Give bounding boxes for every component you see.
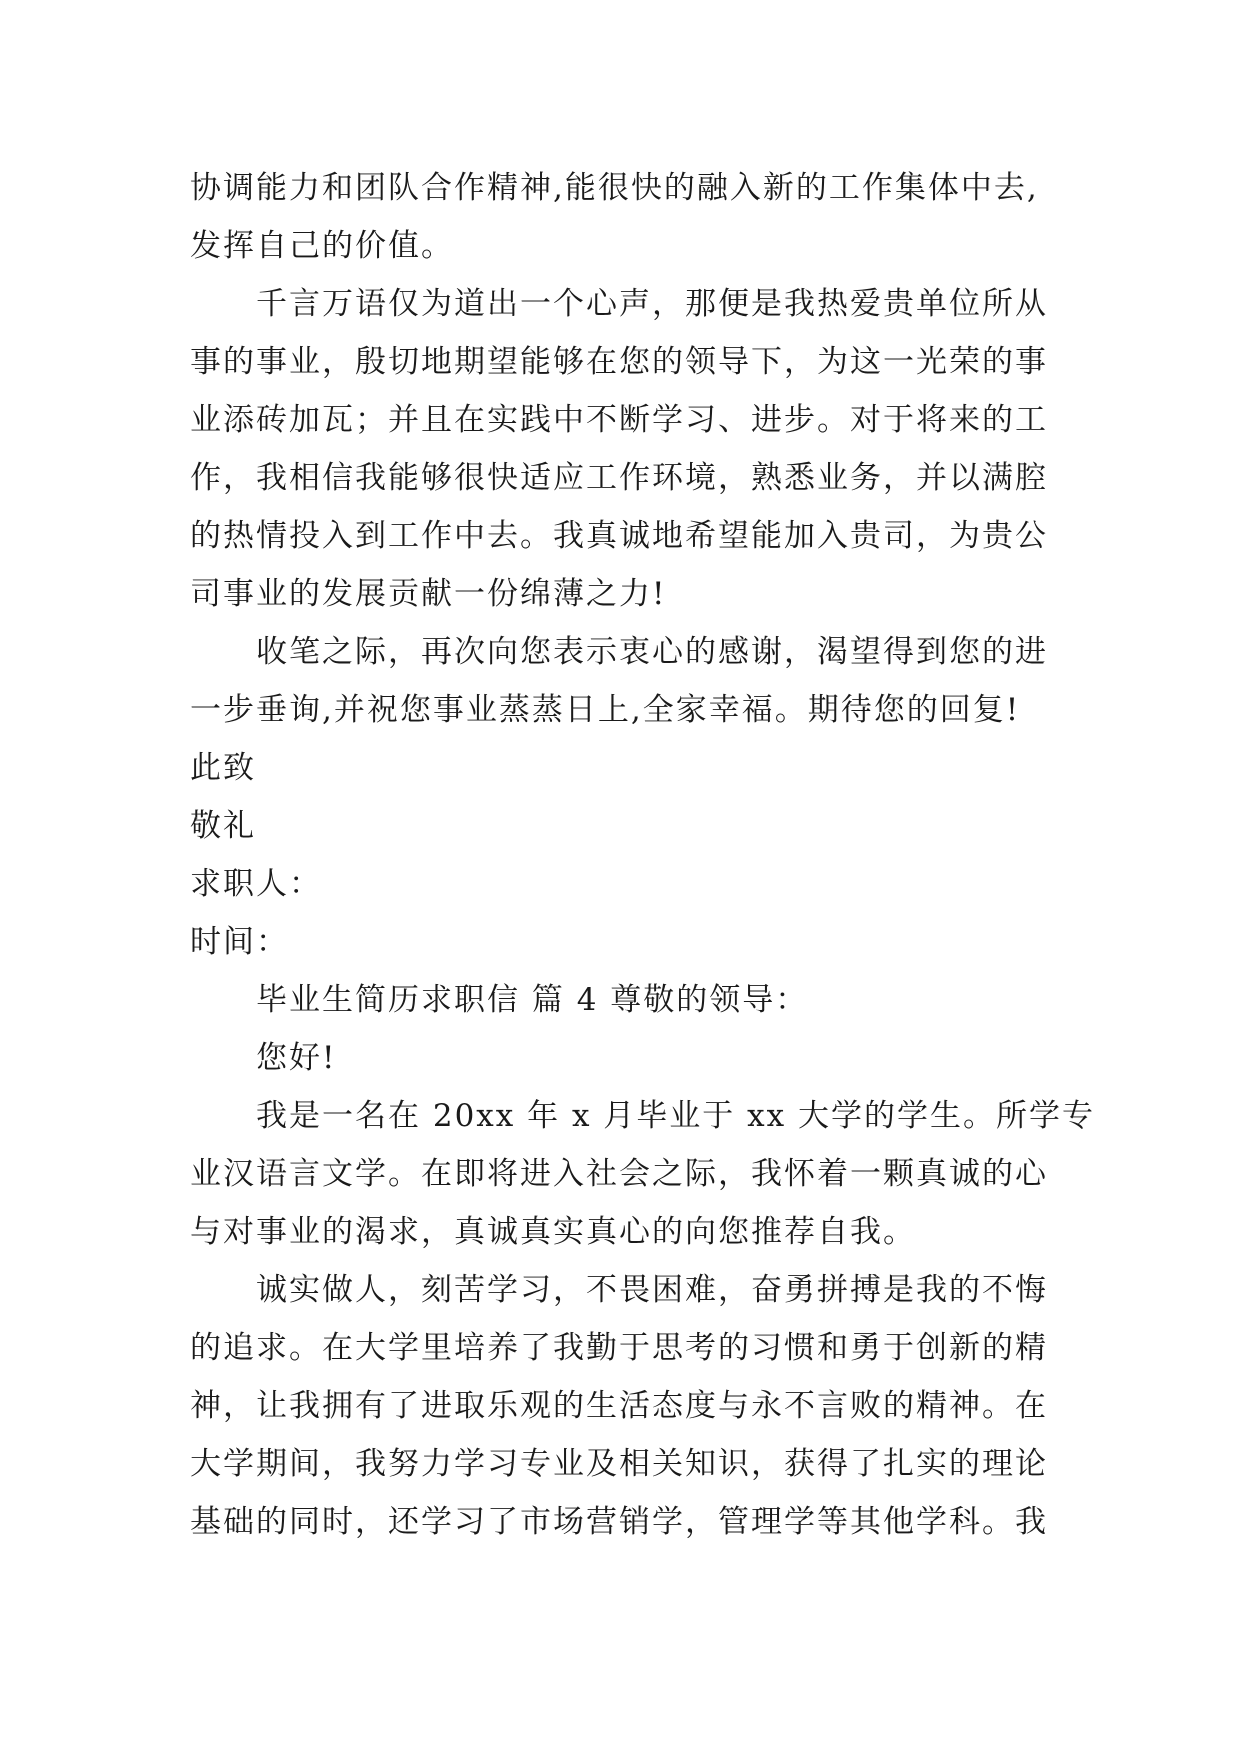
closing-salutation: 此致	[190, 750, 256, 786]
paragraph-start: 千言万语仅为道出一个心声，那便是我热爱贵单位所从	[256, 286, 1048, 322]
text-line: 业添砖加瓦；并且在实践中不断学习、进步。对于将来的工	[190, 402, 1048, 438]
text-line: 发挥自己的价值。	[190, 228, 454, 264]
text-line: 事的事业，殷切地期望能够在您的领导下，为这一光荣的事	[190, 344, 1048, 380]
text-line: 作，我相信我能够很快适应工作环境，熟悉业务，并以满腔	[190, 460, 1048, 496]
section-heading: 毕业生简历求职信 篇 4 尊敬的领导：	[256, 982, 809, 1018]
text-line: 基础的同时，还学习了市场营销学，管理学等其他学科。我	[190, 1504, 1048, 1540]
text-line: 协调能力和团队合作精神,能很快的融入新的工作集体中去,	[190, 170, 1039, 206]
date-label: 时间：	[190, 924, 289, 960]
text-line: 一步垂询,并祝您事业蒸蒸日上,全家幸福。期待您的回复!	[190, 692, 1021, 728]
text-line: 神，让我拥有了进取乐观的生活态度与永不言败的精神。在	[190, 1388, 1048, 1424]
closing-regards: 敬礼	[190, 808, 256, 844]
applicant-label: 求职人：	[190, 866, 322, 902]
greeting: 您好!	[256, 1040, 337, 1076]
text-line: 司事业的发展贡献一份绵薄之力!	[190, 576, 667, 612]
text-line: 与对事业的渴求，真诚真实真心的向您推荐自我。	[190, 1214, 916, 1250]
text-line: 的追求。在大学里培养了我勤于思考的习惯和勇于创新的精	[190, 1330, 1048, 1366]
paragraph-start: 我是一名在 20xx 年 x 月毕业于 xx 大学的学生。所学专	[256, 1098, 1095, 1134]
text-line: 业汉语言文学。在即将进入社会之际，我怀着一颗真诚的心	[190, 1156, 1048, 1192]
text-line: 大学期间，我努力学习专业及相关知识，获得了扎实的理论	[190, 1446, 1048, 1482]
text-line: 的热情投入到工作中去。我真诚地希望能加入贵司，为贵公	[190, 518, 1048, 554]
paragraph-start: 收笔之际，再次向您表示衷心的感谢，渴望得到您的进	[256, 634, 1048, 670]
paragraph-start: 诚实做人，刻苦学习，不畏困难，奋勇拼搏是我的不悔	[256, 1272, 1048, 1308]
